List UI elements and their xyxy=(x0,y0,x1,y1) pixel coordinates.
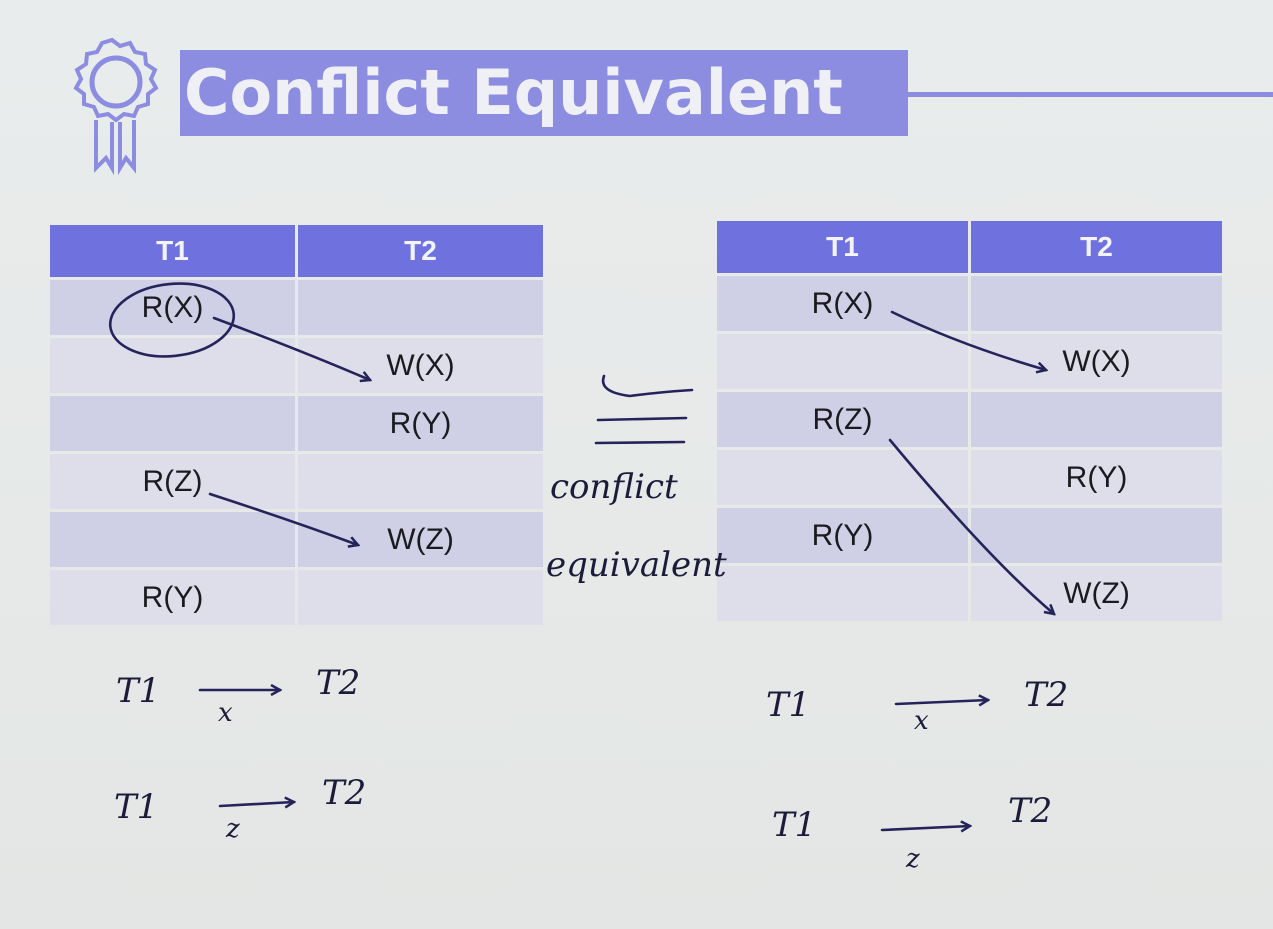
precedence-to: T2 xyxy=(316,663,361,703)
equivalence-symbol xyxy=(603,376,692,396)
table-cell: W(X) xyxy=(298,338,543,393)
conflict-arrow-x-left xyxy=(214,318,370,380)
conflict-arrow-x-right xyxy=(892,312,1046,370)
table-cell: W(Z) xyxy=(298,512,543,567)
equivalent-label-line2: equivalent xyxy=(546,545,727,585)
conflict-arrow-z-right xyxy=(890,440,1054,614)
table-cell: R(X) xyxy=(717,276,968,331)
precedence-label: z xyxy=(226,814,240,844)
column-header-t2: T2 xyxy=(971,221,1222,273)
table-cell: R(Y) xyxy=(971,450,1222,505)
precedence-to: T2 xyxy=(1024,675,1069,715)
precedence-arrow xyxy=(220,802,294,806)
precedence-to: T2 xyxy=(322,773,367,813)
column-header-t1: T1 xyxy=(50,225,295,277)
precedence-from: T1 xyxy=(766,685,811,725)
table-cell: R(Y) xyxy=(717,508,968,563)
page-title: Conflict Equivalent xyxy=(180,50,908,136)
column-header-t2: T2 xyxy=(298,225,543,277)
precedence-label: x xyxy=(914,706,929,736)
table-cell: R(Z) xyxy=(50,454,295,509)
precedence-from: T1 xyxy=(116,671,161,711)
table-cell: R(Y) xyxy=(298,396,543,451)
equivalent-label-line1: conflict xyxy=(550,467,678,507)
conflict-arrow-z-left xyxy=(210,494,358,545)
table-cell: R(Z) xyxy=(717,392,968,447)
precedence-label: x xyxy=(218,698,233,728)
table-cell: R(X) xyxy=(50,280,295,335)
precedence-to: T2 xyxy=(1008,791,1053,831)
precedence-from: T1 xyxy=(772,805,817,845)
precedence-label: z xyxy=(906,844,920,874)
precedence-arrow xyxy=(882,826,970,830)
column-header-t1: T1 xyxy=(717,221,968,273)
table-cell: W(X) xyxy=(971,334,1222,389)
precedence-from: T1 xyxy=(114,787,159,827)
table-cell: R(Y) xyxy=(50,570,295,625)
table-cell: W(Z) xyxy=(971,566,1222,621)
precedence-arrow xyxy=(896,700,988,704)
